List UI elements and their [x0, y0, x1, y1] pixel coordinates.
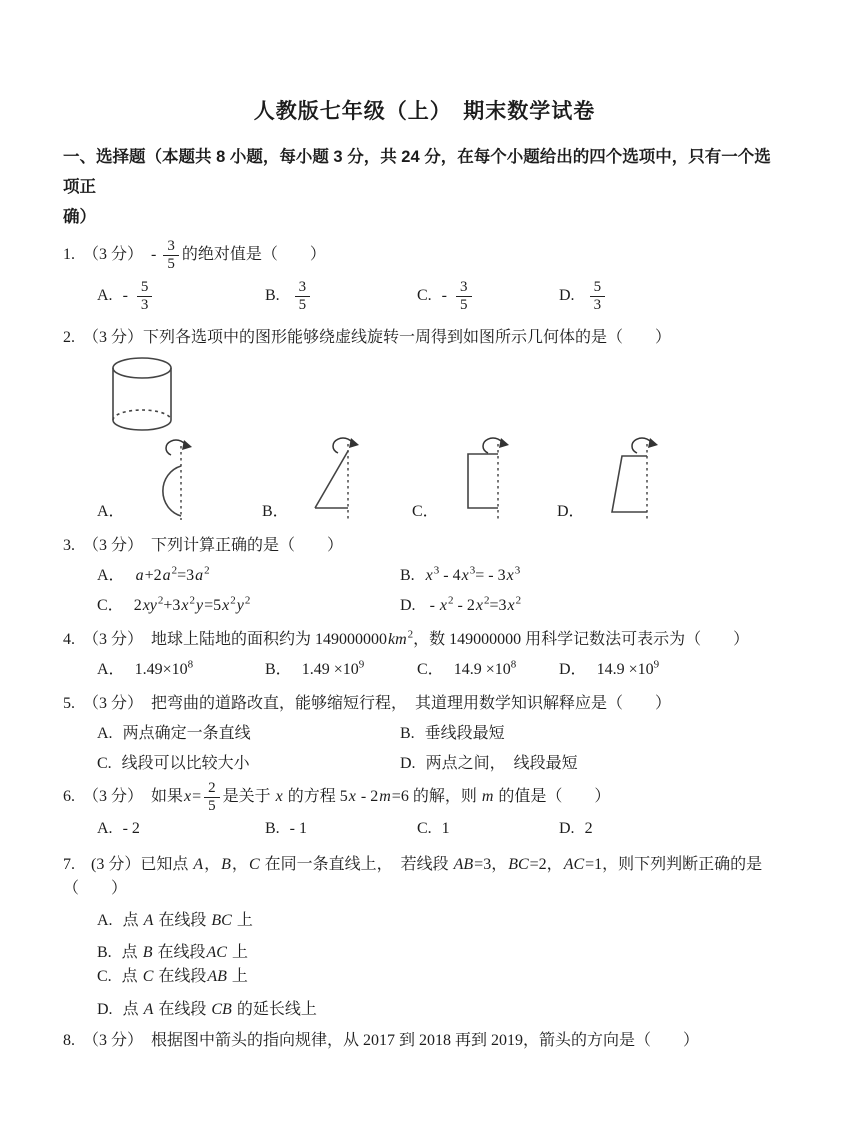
cylinder-figure — [107, 354, 177, 434]
question-5-options-row2 — [63, 752, 786, 776]
q5-option-a: A. 两点确定一条直线 — [97, 725, 251, 742]
q3-option-a: A． $a+2a^2=3a^2$ — [97, 564, 210, 584]
q7-option-a: A. 点 A 在线段 BC 上 — [97, 912, 253, 929]
section-heading-line1: 一、选择题（本题共 8 小题，每小题 3 分，共 24 分，在每个小题给出的四个选项中，只有一个选项正 — [63, 148, 771, 196]
q1-option-a: A. - $\frac{5}{3}$ — [97, 279, 265, 314]
q6-stem-post: 是关于 x 的方程 5x - 2m=6 的解，则 m 的值是（ ） — [222, 788, 611, 806]
q5-option-d: D. 两点之间， 线段最短 — [400, 755, 578, 772]
triangle-shape — [315, 451, 348, 508]
question-5-options-row1 — [63, 722, 786, 746]
question-4-stem: 4. （3 分） 地球上陆地的面积约为 $149000000km^2$，数 149000000 用科学记数法可表示为（ ） — [63, 628, 750, 648]
q1-option-b: B. $\frac{3}{5}$ — [265, 279, 417, 314]
section-heading — [63, 142, 786, 232]
question-3-stem: 3. （3 分） 下列计算正确的是（ ） — [63, 537, 344, 554]
q4-option-a: A． $1.49\times 10^8$ — [97, 658, 194, 678]
rectangle-shape — [468, 454, 498, 508]
q3-option-b: B. $x^3 - 4x^3= - 3x^3$ — [400, 564, 521, 584]
q4-option-d: D． $14.9 \times 10^9$ — [559, 658, 660, 678]
question-5-stem: 5. （3 分） 把弯曲的道路改直，能够缩短行程， 其道理用数学知识解释应是（ ） — [63, 695, 672, 712]
question-8-stem: 8. （3 分） 根据图中箭头的指向规律，从 2017 到 2018 再到 2019，箭头的方向是（ ） — [63, 1032, 700, 1049]
right-triangle-figure — [293, 436, 373, 522]
q1-option-d: D. $\frac{5}{3}$ — [559, 279, 786, 314]
question-2-stem: 2. （3 分）下列各选项中的图形能够绕虚线旋转一周得到如图所示几何体的是（ ） — [63, 329, 672, 346]
section-heading-line2: 确） — [63, 208, 96, 226]
question-6-options — [63, 817, 786, 841]
q6-fraction — [204, 780, 220, 815]
q2-option-b: B． — [262, 436, 412, 522]
q3-option-c: C． $2xy^2+3x^2y=5x^2y^2$ — [97, 594, 251, 614]
q7-option-d: D. 点 A 在线段 CB 的延长线上 — [97, 1001, 317, 1018]
q6-stem-pre: 6. （3 分） 如果x= — [63, 788, 202, 806]
q4-option-c: C． $14.9 \times 10^8$ — [417, 658, 517, 678]
question-6-stem — [63, 780, 786, 815]
q1-fraction-denominator: 5 — [163, 255, 179, 273]
q2-option-a: A． — [97, 436, 262, 522]
q7-stem-line1: 7. (3 分）已知点 A，B，C 在同一条直线上， 若线段 AB=3，BC=2，AC=1，则下列判断正确的是 — [63, 856, 763, 873]
q1-stem-pre: 1. （3 分） - — [63, 246, 161, 264]
rectangle-figure — [443, 436, 523, 522]
q6-option-b: B. - 1 — [265, 820, 307, 837]
q6-option-c: C. 1 — [417, 820, 450, 837]
q6-option-a: A. - 2 — [97, 820, 140, 837]
page-title: 人教版七年级（上） 期末数学试卷 — [253, 100, 596, 123]
q7-option-b: B. 点 B 在线段AC 上 — [97, 944, 248, 961]
semicircle-shape — [162, 466, 180, 516]
q2-option-d: D． — [557, 436, 786, 522]
question-1-options — [63, 279, 786, 314]
question-2-figure-options — [63, 436, 786, 522]
question-1-stem — [63, 238, 786, 273]
question-3-options-row1 — [63, 564, 786, 588]
question-7-stem — [63, 853, 786, 901]
question-4-options — [63, 658, 786, 682]
q1-stem-post: 的绝对值是（ ） — [181, 246, 326, 264]
q2-option-c: C． — [412, 436, 557, 522]
question-3-options-row2 — [63, 594, 786, 618]
cylinder-bottom-front-arc — [113, 420, 171, 430]
q5-option-c: C. 线段可以比较大小 — [97, 755, 250, 772]
q1-fraction — [163, 238, 179, 273]
trapezoid-shape — [612, 456, 647, 512]
q1-option-c: C. - $\frac{3}{5}$ — [417, 279, 559, 314]
cylinder-top-ellipse — [113, 358, 171, 378]
semicircle-figure — [129, 436, 209, 522]
q5-option-b: B. 垂线段最短 — [400, 725, 505, 742]
q1-fraction-numerator: 3 — [167, 238, 175, 254]
q7-stem-line2: （ ） — [63, 880, 128, 897]
q3-option-d: D. - $x^2 - 2x^2=3x^2$ — [400, 594, 522, 614]
q6-fraction-denominator: 5 — [204, 797, 220, 815]
q7-option-c: C. 点 C 在线段AB 上 — [97, 968, 248, 985]
q6-fraction-numerator: 2 — [208, 780, 216, 796]
cylinder-bottom-back-dashed-arc — [113, 410, 171, 420]
trapezoid-figure — [589, 436, 669, 522]
q6-option-d: D. 2 — [559, 820, 593, 837]
q4-option-b: B． $1.49 \times 10^9$ — [265, 658, 365, 678]
